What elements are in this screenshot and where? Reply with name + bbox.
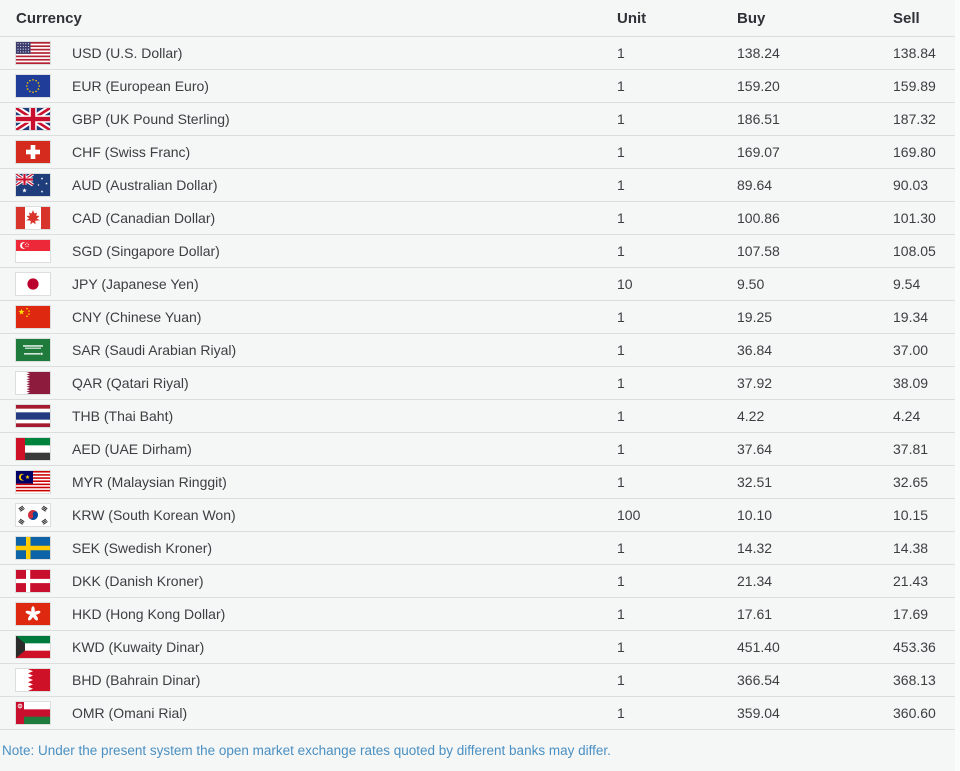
sell-value: 101.30 <box>893 210 936 226</box>
buy-value: 138.24 <box>737 45 780 61</box>
sell-value: 187.32 <box>893 111 936 127</box>
sell-value: 138.84 <box>893 45 936 61</box>
buy-value: 451.40 <box>737 639 780 655</box>
currency-name: QAR (Qatari Riyal) <box>72 375 189 391</box>
currency-name: MYR (Malaysian Ringgit) <box>72 474 227 490</box>
my-flag-icon <box>16 471 50 493</box>
header-buy: Buy <box>737 9 766 27</box>
sell-value: 453.36 <box>893 639 936 655</box>
ca-flag-icon <box>16 207 50 229</box>
unit-value: 1 <box>617 540 625 556</box>
unit-value: 1 <box>617 639 625 655</box>
kr-flag-icon <box>16 504 50 526</box>
currency-name: THB (Thai Baht) <box>72 408 174 424</box>
currency-name: GBP (UK Pound Sterling) <box>72 111 230 127</box>
unit-value: 1 <box>617 45 625 61</box>
note-text: Note: Under the present system the open market exchange rates quoted by different banks may differ. <box>2 743 611 758</box>
table-row <box>0 531 955 564</box>
buy-value: 107.58 <box>737 243 780 259</box>
currency-name: CNY (Chinese Yuan) <box>72 309 202 325</box>
sell-value: 32.65 <box>893 474 929 490</box>
unit-value: 1 <box>617 78 625 94</box>
currency-name: SEK (Swedish Kroner) <box>72 540 213 556</box>
ae-flag-icon <box>16 438 50 460</box>
table-row <box>0 234 955 267</box>
currency-name: DKK (Danish Kroner) <box>72 573 204 589</box>
unit-value: 1 <box>617 177 625 193</box>
table-row <box>0 333 955 366</box>
currency-name: KWD (Kuwaity Dinar) <box>72 639 205 655</box>
table-row <box>0 498 955 531</box>
sell-value: 14.38 <box>893 540 929 556</box>
jp-flag-icon <box>16 273 50 295</box>
unit-value: 1 <box>617 705 625 721</box>
sell-value: 17.69 <box>893 606 929 622</box>
eu-flag-icon <box>16 75 50 97</box>
unit-value: 1 <box>617 144 625 160</box>
currency-name: OMR (Omani Rial) <box>72 705 188 721</box>
buy-value: 9.50 <box>737 276 765 292</box>
dk-flag-icon <box>16 570 50 592</box>
sell-value: 38.09 <box>893 375 929 391</box>
cn-flag-icon <box>16 306 50 328</box>
sg-flag-icon <box>16 240 50 262</box>
unit-value: 1 <box>617 408 625 424</box>
currency-name: CAD (Canadian Dollar) <box>72 210 216 226</box>
gb-flag-icon <box>16 108 50 130</box>
currency-name: JPY (Japanese Yen) <box>72 276 199 292</box>
table-row <box>0 663 955 696</box>
currency-name: SAR (Saudi Arabian Riyal) <box>72 342 237 358</box>
buy-value: 366.54 <box>737 672 780 688</box>
unit-value: 1 <box>617 606 625 622</box>
table-row <box>0 102 955 135</box>
buy-value: 159.20 <box>737 78 780 94</box>
unit-value: 1 <box>617 573 625 589</box>
th-flag-icon <box>16 405 50 427</box>
sell-value: 360.60 <box>893 705 936 721</box>
currency-name: EUR (European Euro) <box>72 78 209 94</box>
table-row <box>0 630 955 663</box>
table-row <box>0 267 955 300</box>
table-row <box>0 300 955 333</box>
unit-value: 10 <box>617 276 633 292</box>
sell-value: 169.80 <box>893 144 936 160</box>
us-flag-icon <box>16 42 50 64</box>
unit-value: 1 <box>617 672 625 688</box>
table-row <box>0 597 955 630</box>
om-flag-icon <box>16 702 50 724</box>
buy-value: 169.07 <box>737 144 780 160</box>
table-row <box>0 36 955 69</box>
note-row <box>0 729 955 771</box>
unit-value: 1 <box>617 474 625 490</box>
table-row <box>0 366 955 399</box>
buy-value: 21.34 <box>737 573 773 589</box>
unit-value: 1 <box>617 111 625 127</box>
sell-value: 108.05 <box>893 243 936 259</box>
table-row <box>0 465 955 498</box>
kw-flag-icon <box>16 636 50 658</box>
buy-value: 37.92 <box>737 375 773 391</box>
table-row <box>0 201 955 234</box>
buy-value: 19.25 <box>737 309 773 325</box>
unit-value: 100 <box>617 507 641 523</box>
currency-name: AED (UAE Dirham) <box>72 441 192 457</box>
table-header-row <box>0 0 955 36</box>
se-flag-icon <box>16 537 50 559</box>
table-row <box>0 432 955 465</box>
sell-value: 4.24 <box>893 408 921 424</box>
hk-flag-icon <box>16 603 50 625</box>
unit-value: 1 <box>617 243 625 259</box>
sell-value: 90.03 <box>893 177 929 193</box>
table-row <box>0 564 955 597</box>
sell-value: 37.81 <box>893 441 929 457</box>
header-currency: Currency <box>16 9 82 27</box>
table-row <box>0 696 955 729</box>
buy-value: 14.32 <box>737 540 773 556</box>
currency-name: AUD (Australian Dollar) <box>72 177 218 193</box>
table-row <box>0 399 955 432</box>
table-body <box>0 36 955 729</box>
currency-name: USD (U.S. Dollar) <box>72 45 183 61</box>
currency-name: KRW (South Korean Won) <box>72 507 236 523</box>
buy-value: 10.10 <box>737 507 773 523</box>
sell-value: 37.00 <box>893 342 929 358</box>
unit-value: 1 <box>617 210 625 226</box>
buy-value: 100.86 <box>737 210 780 226</box>
sell-value: 9.54 <box>893 276 921 292</box>
sa-flag-icon <box>16 339 50 361</box>
header-unit: Unit <box>617 9 647 27</box>
currency-name: HKD (Hong Kong Dollar) <box>72 606 226 622</box>
table-row <box>0 168 955 201</box>
au-flag-icon <box>16 174 50 196</box>
currency-name: BHD (Bahrain Dinar) <box>72 672 201 688</box>
currency-name: CHF (Swiss Franc) <box>72 144 191 160</box>
sell-value: 19.34 <box>893 309 929 325</box>
sell-value: 159.89 <box>893 78 936 94</box>
unit-value: 1 <box>617 342 625 358</box>
sell-value: 368.13 <box>893 672 936 688</box>
sell-value: 10.15 <box>893 507 929 523</box>
unit-value: 1 <box>617 441 625 457</box>
unit-value: 1 <box>617 375 625 391</box>
buy-value: 89.64 <box>737 177 773 193</box>
buy-value: 37.64 <box>737 441 773 457</box>
table-row <box>0 135 955 168</box>
ch-flag-icon <box>16 141 50 163</box>
sell-value: 21.43 <box>893 573 929 589</box>
unit-value: 1 <box>617 309 625 325</box>
buy-value: 186.51 <box>737 111 780 127</box>
header-sell: Sell <box>893 9 920 27</box>
buy-value: 359.04 <box>737 705 780 721</box>
buy-value: 17.61 <box>737 606 773 622</box>
buy-value: 32.51 <box>737 474 773 490</box>
buy-value: 4.22 <box>737 408 765 424</box>
bh-flag-icon <box>16 669 50 691</box>
currency-name: SGD (Singapore Dollar) <box>72 243 220 259</box>
buy-value: 36.84 <box>737 342 773 358</box>
qa-flag-icon <box>16 372 50 394</box>
table-row <box>0 69 955 102</box>
